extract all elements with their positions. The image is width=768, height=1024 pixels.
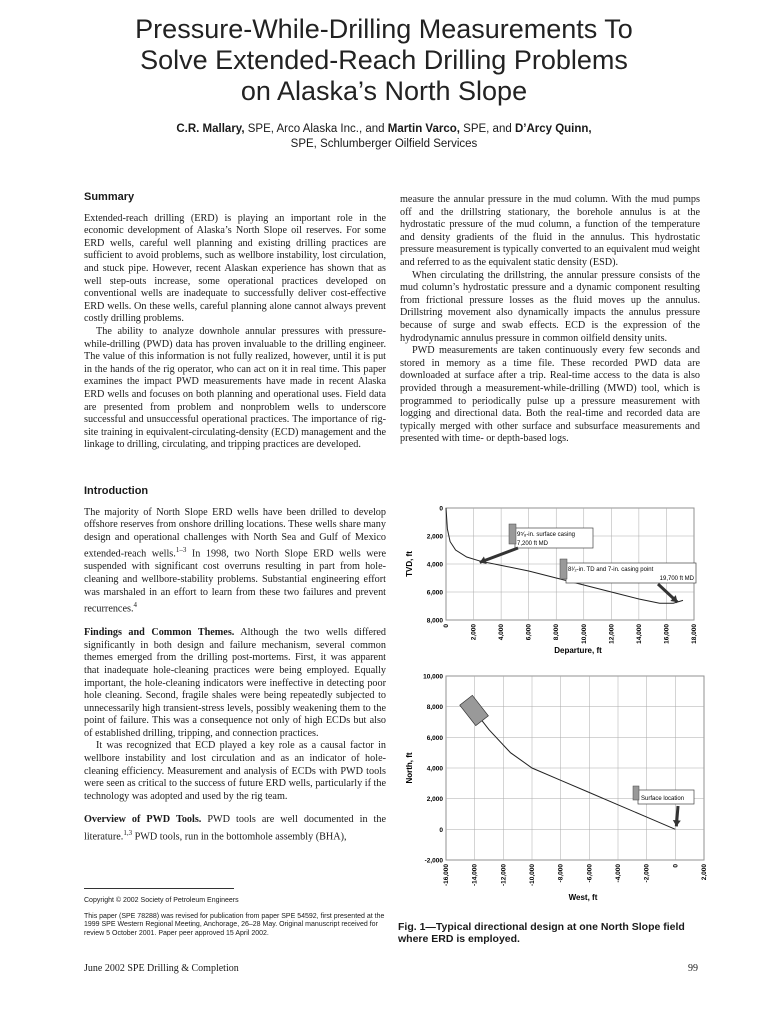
title-line-1: Pressure-While-Drilling Measurements To	[135, 14, 633, 44]
author-1-affiliation: SPE, Arco Alaska Inc., and	[244, 123, 388, 135]
x-tick-label: 18,000	[691, 624, 698, 644]
right-paragraph-3: PWD measurements are taken continuously every few seconds and stored in memory as a time file. These recorded PWD data are downloaded at surface after a trip. Real-time access to the data is also provided through a measurement-while-drilling (MWD) tool, which is programmed to periodically pulse up a pressure measurement with logging and directional data. Both the real-time and recorded data are typically merged with other surface and subsurface measurements and presented with time- or depth-based logs.	[400, 345, 700, 445]
y-tick-label: 2,000	[426, 796, 443, 804]
introduction-heading: Introduction	[84, 485, 149, 497]
author-2-affiliation: SPE, and	[459, 123, 515, 135]
x-tick-label: -10,000	[529, 864, 536, 887]
intro-p1-text: The majority of North Slope ERD wells have been drilled to develop offshore reserves from onshore drilling locations. These wells share many design and operational challenges with North Sea and Gulf of Mexico extended-reach wells.	[84, 506, 386, 560]
annotation-tab	[633, 786, 639, 800]
x-tick-label: 16,000	[663, 624, 671, 644]
y-axis-label: North, ft	[405, 752, 414, 784]
annotation-td-line1: 8¹⁄₂-in. TD and 7-in. casing point	[568, 567, 654, 573]
paper-title	[0, 14, 768, 107]
x-axis-label: Departure, ft	[554, 646, 602, 655]
y-tick-label: 6,000	[426, 589, 443, 597]
author-3: D’Arcy Quinn,	[514, 123, 592, 135]
x-tick-label: 14,000	[635, 624, 643, 644]
footer-journal: June 2002 SPE Drilling & Completion	[84, 963, 239, 974]
x-tick-label: 0	[443, 624, 450, 628]
x-tick-label: 0	[672, 864, 680, 868]
overview-text: PWD tools are well documented in the literature.	[84, 814, 386, 843]
intro-p1-text-b: In 1998, two North Slope ERD wells were suspended with significant cost overruns resulting in part from hole-cleaning and wellbore-stability problems. Substantial engineering effort was marshaled in an effort to learn from these two failures and prevent recurrences.	[84, 548, 386, 615]
intro-paragraph-1	[84, 507, 386, 617]
x-tick-label: -2,000	[643, 864, 651, 883]
y-tick-label: 6,000	[426, 734, 443, 742]
author-line-1	[0, 122, 768, 137]
x-tick-label: 2,000	[701, 864, 708, 881]
x-tick-label: 12,000	[608, 624, 616, 644]
x-tick-label: 6,000	[525, 624, 533, 641]
overview-ref: 1,3	[123, 829, 133, 838]
x-tick-label: 10,000	[580, 624, 588, 644]
y-tick-label: 8,000	[426, 617, 443, 625]
x-tick-label: -12,000	[500, 864, 508, 887]
x-tick-label: 8,000	[553, 624, 561, 641]
page-number: 99	[688, 963, 698, 974]
y-tick-label: 2,000	[426, 533, 443, 541]
x-tick-label: -4,000	[615, 864, 622, 883]
annotation-td-line2: 19,700 ft MD	[659, 576, 694, 582]
y-tick-label: 0	[439, 505, 443, 513]
author-2: Martin Varco,	[387, 123, 460, 135]
copyright-line: Copyright © 2002 Society of Petroleum Engineers	[84, 897, 239, 904]
y-tick-label: 0	[439, 826, 443, 834]
annotation-tab	[509, 524, 516, 544]
left-column	[84, 191, 386, 452]
publication-note: This paper (SPE 78288) was revised for publication from paper SPE 54592, first presented at the 1999 SPE Western Regional Meeting, Anchorage, 26–28 May. Original manuscript received for review 5 October 2001. Paper peer approved 15 April 2002.	[84, 912, 385, 937]
plan-view-chart	[398, 668, 708, 908]
y-tick-label: 10,000	[423, 673, 443, 681]
x-tick-label: 4,000	[498, 624, 506, 641]
overview-heading: Overview of PWD Tools.	[84, 814, 202, 826]
y-tick-label: 4,000	[426, 765, 443, 773]
title-line-3: on Alaska’s North Slope	[240, 76, 528, 106]
figure-caption: Fig. 1—Typical directional design at one North Slope field where ERD is employed.	[398, 921, 685, 945]
intro-paragraph-3: It was recognized that ECD played a key role as a causal factor in wellbore instability and lost circulation and as an indicator of hole-cleaning efficiency. Measurement and analysis of ECDs with PWD tools were seen as critical to the success of future ERD wells, particularly if the technology was adopted and used by the rig team.	[84, 740, 386, 802]
findings-text: Although the two wells differed significantly in both design and failure mechanism, several common themes emerged from the drilling post-mortems. First, it was apparent that inadequate hole-cleaning practices were being employed. Equally important, the hole-cleaning indicators were ineffective in detecting poor hole cleaning. Second, fragile shales were being repeatedly subjected to unnecessarily high transient-stress levels, possibly weakening them to the point of failure. This was a consequence not only of high ECDs but also of established drilling, tripping, and connection practices.	[84, 627, 386, 739]
intro-p1-ref-2: 4	[133, 601, 137, 610]
title-line-2: Solve Extended-Reach Drilling Problems	[140, 45, 628, 75]
x-tick-label: -16,000	[443, 864, 450, 887]
introduction-section	[84, 485, 386, 844]
annotation-surface-location: Surface location	[641, 796, 685, 802]
y-axis-label: TVD, ft	[405, 551, 414, 577]
tvd-departure-chart	[398, 500, 708, 665]
y-tick-label: -2,000	[424, 857, 443, 865]
x-tick-label: -8,000	[557, 864, 565, 883]
author-block	[0, 122, 768, 152]
x-tick-label: -6,000	[586, 864, 594, 883]
x-tick-label: 2,000	[470, 624, 478, 641]
findings-paragraph	[84, 627, 386, 740]
y-tick-label: 4,000	[426, 561, 443, 569]
overview-text-b: PWD tools, run in the bottomhole assembly (BHA),	[132, 831, 347, 843]
author-1: C.R. Mallary,	[176, 123, 245, 135]
author-line-2: SPE, Schlumberger Oilfield Services	[290, 138, 478, 150]
findings-heading: Findings and Common Themes.	[84, 627, 235, 639]
summary-paragraph-1: Extended-reach drilling (ERD) is playing an important role in the economic development of Alaska’s North Slope oil reserves. For some ERD wells, careful well planning and existing drilling practices are sufficient to avoid problems, such as wellbore instability, lost circulation, and stuck pipe. However, recent Alaskan experience has shown that as well step-outs increase, some operational practices developed on conventional wells are inadequate to successfully deliver cost-effective ERD wells. On these wells, careful planning alone cannot always prevent costly drilling problems.	[84, 212, 386, 325]
right-paragraph-2: When circulating the drillstring, the annular pressure consists of the mud column’s hydrostatic pressure and a dynamic component resulting from frictional pressure losses as the fluid moves up the annulus. Drillstring movement also dynamically impacts the annulus pressure because of surge and swab effects. ECD is the expression of the hydrodynamic annulus pressure in common oilfield density units.	[400, 269, 700, 344]
summary-heading: Summary	[84, 191, 135, 203]
copyright-rule	[84, 888, 234, 889]
annotation-tab	[560, 559, 567, 579]
intro-p1-ref: 1–3	[175, 546, 187, 555]
x-axis-label: West, ft	[568, 893, 598, 902]
right-column	[400, 194, 700, 446]
overview-paragraph	[84, 814, 386, 844]
copyright-block	[84, 897, 390, 938]
summary-paragraph-2: The ability to analyze downhole annular pressures with pressure-while-drilling (PWD) data has proven invaluable to the drilling engineer. The value of this information is not fully realized, however, until it is put in the hands of the rig operator, who can act on it in real time. This paper examines the impact PWD measurements have made in recent Alaska ERD wells and focuses on both planning and operational uses. Field data are presented from problem and nonproblem wells to underscore successful and unsuccessful operational practices. The importance of rig-site training in equivalent-circulating-density (ECD) management and the linkage to drilling, circulating, and tripping practices are developed.	[84, 325, 386, 451]
y-tick-label: 8,000	[426, 704, 443, 712]
annotation-surface-casing-line2: 7,200 ft MD	[517, 541, 549, 547]
x-tick-label: -14,000	[471, 864, 479, 887]
right-paragraph-1: measure the annular pressure in the mud column. With the mud pumps off and the drillstring stationary, the borehole annulus is at the hydrostatic pressure of the mud column, a function of the temperature and density gradients of the fluid in the annulus. This hydrostatic pressure measurement is typically converted to an equivalent mud weight and referred to as the equivalent static density (ESD).	[400, 194, 700, 268]
annotation-surface-casing-line1: 9⁵⁄₈-in. surface casing	[517, 532, 576, 538]
